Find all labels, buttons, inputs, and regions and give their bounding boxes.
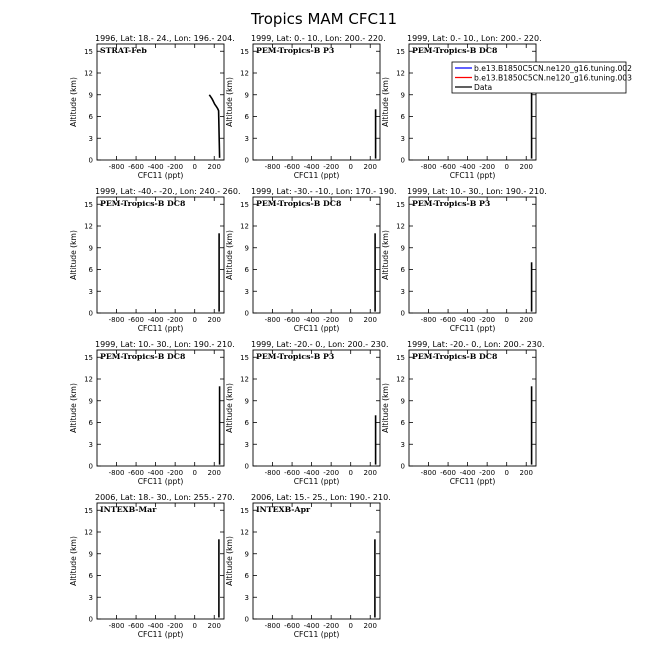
x-tick-label: 200: [363, 163, 377, 171]
x-axis-label: CFC11 (ppt): [137, 171, 184, 180]
y-tick-label: 6: [244, 419, 249, 427]
y-tick-label: 12: [396, 69, 405, 78]
y-tick-label: 3: [244, 134, 249, 143]
y-tick-label: 15: [84, 353, 93, 362]
plot-frame: [97, 503, 224, 619]
y-tick-label: 15: [396, 47, 405, 56]
y-axis-label: Altitude (km): [69, 77, 78, 127]
y-tick-label: 6: [244, 572, 249, 580]
x-tick-label: 200: [207, 316, 221, 324]
y-tick-label: 0: [400, 462, 405, 471]
y-tick-label: 3: [400, 440, 405, 449]
panel-1: [69, 34, 235, 180]
panel-label: INTEXB-Apr: [256, 505, 311, 514]
panel-header: 1999, Lat: -20.- 0., Lon: 200.- 230.: [251, 340, 389, 349]
y-tick-label: 0: [400, 309, 405, 318]
y-tick-label: 12: [240, 222, 249, 231]
x-tick-label: -600: [128, 316, 145, 324]
y-tick-label: 3: [244, 440, 249, 449]
y-tick-label: 9: [400, 244, 405, 253]
y-tick-label: 3: [400, 134, 405, 143]
plot-frame: [253, 350, 380, 466]
plot-frame: [253, 197, 380, 313]
y-tick-label: 3: [244, 593, 249, 602]
x-tick-label: -200: [479, 469, 496, 477]
x-tick-label: 200: [207, 622, 221, 630]
x-tick-label: -600: [128, 622, 145, 630]
y-tick-label: 9: [244, 550, 249, 559]
x-axis-label: CFC11 (ppt): [449, 171, 496, 180]
x-tick-label: -200: [167, 622, 184, 630]
y-tick-label: 0: [244, 615, 249, 624]
x-axis-label: CFC11 (ppt): [293, 324, 340, 333]
x-tick-label: 0: [348, 469, 353, 477]
x-tick-label: 0: [348, 163, 353, 171]
x-tick-label: -200: [479, 316, 496, 324]
y-axis-label: Altitude (km): [69, 536, 78, 586]
panel-label: PEM-Tropics-B DC8: [100, 352, 186, 361]
x-tick-label: -200: [323, 163, 340, 171]
x-tick-label: -800: [108, 316, 125, 324]
y-tick-label: 12: [240, 375, 249, 384]
x-tick-label: -400: [147, 469, 164, 477]
x-tick-label: -600: [284, 469, 301, 477]
panel-5: [225, 187, 397, 333]
panels-group: [69, 34, 547, 639]
panel-label: INTEXB-Mar: [100, 505, 157, 514]
x-tick-label: -800: [108, 163, 125, 171]
panel-label: PEM-Tropics-B DC8: [412, 352, 498, 361]
x-tick-label: -800: [420, 469, 437, 477]
x-tick-label: -800: [108, 469, 125, 477]
panel-header: 1999, Lat: -30.- -10., Lon: 170.- 190.: [251, 187, 397, 196]
y-tick-label: 12: [84, 69, 93, 78]
y-tick-label: 12: [396, 222, 405, 231]
panel-7: [69, 340, 235, 486]
y-tick-label: 15: [396, 200, 405, 209]
legend-label-1: b.e13.B1850C5CN.ne120_g16.tuning.002: [474, 64, 632, 73]
x-tick-label: -400: [303, 316, 320, 324]
x-axis-label: CFC11 (ppt): [293, 171, 340, 180]
y-tick-label: 0: [244, 309, 249, 318]
x-tick-label: 0: [192, 622, 197, 630]
x-tick-label: -200: [479, 163, 496, 171]
y-tick-label: 6: [400, 419, 405, 427]
y-tick-label: 3: [88, 287, 93, 296]
y-tick-label: 15: [240, 353, 249, 362]
x-tick-label: -400: [459, 163, 476, 171]
y-tick-label: 12: [396, 375, 405, 384]
panel-header: 1999, Lat: -20.- 0., Lon: 200.- 230.: [407, 340, 545, 349]
y-tick-label: 9: [244, 91, 249, 100]
panel-3: [381, 34, 542, 180]
panel-label: PEM-Tropics-B P3: [412, 199, 491, 208]
x-axis-label: CFC11 (ppt): [449, 324, 496, 333]
x-tick-label: 200: [519, 163, 533, 171]
x-axis-label: CFC11 (ppt): [137, 630, 184, 639]
y-tick-label: 12: [84, 375, 93, 384]
x-tick-label: -400: [459, 469, 476, 477]
y-axis-label: Altitude (km): [225, 230, 234, 280]
x-tick-label: 0: [348, 316, 353, 324]
panel-10: [69, 493, 235, 639]
plot-frame: [409, 44, 536, 160]
y-tick-label: 9: [244, 244, 249, 253]
y-tick-label: 6: [88, 572, 93, 580]
x-tick-label: -400: [303, 469, 320, 477]
y-axis-label: Altitude (km): [225, 536, 234, 586]
y-tick-label: 12: [240, 528, 249, 537]
legend-label-3: Data: [474, 83, 493, 92]
x-tick-label: -800: [420, 163, 437, 171]
x-tick-label: 0: [504, 469, 509, 477]
panel-11: [225, 493, 391, 639]
x-tick-label: 200: [363, 469, 377, 477]
panel-header: 1999, Lat: 10.- 30., Lon: 190.- 210.: [407, 187, 547, 196]
x-tick-label: -600: [284, 163, 301, 171]
panel-label: PEM-Tropics-B P3: [256, 352, 335, 361]
y-tick-label: 3: [88, 134, 93, 143]
x-tick-label: -400: [147, 622, 164, 630]
y-axis-label: Altitude (km): [381, 383, 390, 433]
y-axis-label: Altitude (km): [69, 383, 78, 433]
x-tick-label: -400: [147, 316, 164, 324]
y-tick-label: 9: [88, 397, 93, 406]
x-tick-label: 0: [504, 316, 509, 324]
y-tick-label: 6: [400, 266, 405, 274]
x-tick-label: -600: [128, 163, 145, 171]
y-tick-label: 3: [400, 287, 405, 296]
y-tick-label: 6: [244, 266, 249, 274]
y-tick-label: 15: [84, 47, 93, 56]
panel-label: PEM-Tropics-B P3: [256, 46, 335, 55]
plot-frame: [253, 503, 380, 619]
y-tick-label: 12: [240, 69, 249, 78]
x-tick-label: 0: [348, 622, 353, 630]
plot-frame: [97, 350, 224, 466]
x-tick-label: 200: [363, 622, 377, 630]
x-axis-label: CFC11 (ppt): [293, 477, 340, 486]
x-tick-label: -800: [108, 622, 125, 630]
y-tick-label: 9: [88, 244, 93, 253]
panel-6: [381, 187, 547, 333]
x-tick-label: -800: [264, 163, 281, 171]
panel-header: 1999, Lat: 0.- 10., Lon: 200.- 220.: [251, 34, 386, 43]
x-tick-label: 0: [192, 469, 197, 477]
y-tick-label: 15: [84, 506, 93, 515]
x-tick-label: 0: [192, 163, 197, 171]
y-tick-label: 15: [240, 47, 249, 56]
y-tick-label: 6: [244, 113, 249, 121]
x-tick-label: -600: [440, 163, 457, 171]
panel-label: STRAT-Feb: [100, 46, 147, 55]
x-tick-label: -200: [323, 622, 340, 630]
x-tick-label: -400: [303, 622, 320, 630]
panel-header: 1999, Lat: -40.- -20., Lon: 240.- 260.: [95, 187, 241, 196]
y-axis-label: Altitude (km): [381, 230, 390, 280]
x-tick-label: -400: [303, 163, 320, 171]
y-tick-label: 6: [88, 419, 93, 427]
x-tick-label: -600: [440, 469, 457, 477]
y-tick-label: 9: [88, 91, 93, 100]
series-line-data: [209, 95, 219, 158]
y-axis-label: Altitude (km): [381, 77, 390, 127]
panel-4: [69, 187, 241, 333]
figure-title: Tropics MAM CFC11: [250, 10, 398, 28]
plot-frame: [253, 44, 380, 160]
y-tick-label: 0: [400, 156, 405, 165]
x-tick-label: 0: [504, 163, 509, 171]
y-tick-label: 0: [88, 156, 93, 165]
panel-header: 1999, Lat: 10.- 30., Lon: 190.- 210.: [95, 340, 235, 349]
y-tick-label: 0: [88, 309, 93, 318]
x-tick-label: 0: [192, 316, 197, 324]
y-axis-label: Altitude (km): [69, 230, 78, 280]
y-tick-label: 9: [88, 550, 93, 559]
panel-header: 2006, Lat: 18.- 30., Lon: 255.- 270.: [95, 493, 235, 502]
y-tick-label: 3: [88, 593, 93, 602]
x-tick-label: -200: [323, 469, 340, 477]
y-tick-label: 0: [88, 462, 93, 471]
panel-8: [225, 340, 389, 486]
x-tick-label: -600: [284, 316, 301, 324]
y-tick-label: 6: [88, 113, 93, 121]
plot-frame: [409, 197, 536, 313]
x-tick-label: 200: [207, 163, 221, 171]
y-tick-label: 6: [400, 113, 405, 121]
y-tick-label: 15: [240, 506, 249, 515]
panel-label: PEM-Tropics-B DC8: [256, 199, 342, 208]
y-tick-label: 9: [244, 397, 249, 406]
x-tick-label: 200: [207, 469, 221, 477]
x-tick-label: 200: [363, 316, 377, 324]
panel-2: [225, 34, 386, 180]
legend-label-2: b.e13.B1850C5CN.ne120_g16.tuning.003: [474, 73, 632, 83]
x-tick-label: -600: [128, 469, 145, 477]
x-tick-label: 200: [519, 469, 533, 477]
x-axis-label: CFC11 (ppt): [137, 477, 184, 486]
plot-frame: [409, 350, 536, 466]
y-tick-label: 0: [88, 615, 93, 624]
panel-header: 1996, Lat: 18.- 24., Lon: 196.- 204.: [95, 34, 235, 43]
y-axis-label: Altitude (km): [225, 77, 234, 127]
panel-header: 1999, Lat: 0.- 10., Lon: 200.- 220.: [407, 34, 542, 43]
x-axis-label: CFC11 (ppt): [293, 630, 340, 639]
y-tick-label: 12: [84, 222, 93, 231]
x-tick-label: 200: [519, 316, 533, 324]
x-tick-label: -400: [459, 316, 476, 324]
y-tick-label: 15: [396, 353, 405, 362]
x-tick-label: -800: [264, 622, 281, 630]
y-tick-label: 3: [244, 287, 249, 296]
x-tick-label: -800: [420, 316, 437, 324]
x-tick-label: -200: [167, 469, 184, 477]
x-tick-label: -400: [147, 163, 164, 171]
y-tick-label: 15: [240, 200, 249, 209]
y-tick-label: 0: [244, 462, 249, 471]
y-tick-label: 6: [88, 266, 93, 274]
y-tick-label: 15: [84, 200, 93, 209]
y-tick-label: 3: [88, 440, 93, 449]
y-tick-label: 0: [244, 156, 249, 165]
panel-label: PEM-Tropics-B DC8: [100, 199, 186, 208]
panel-header: 2006, Lat: 15.- 25., Lon: 190.- 210.: [251, 493, 391, 502]
y-tick-label: 9: [400, 397, 405, 406]
plot-frame: [97, 44, 224, 160]
x-tick-label: -200: [167, 316, 184, 324]
x-tick-label: -800: [264, 469, 281, 477]
x-tick-label: -200: [323, 316, 340, 324]
x-axis-label: CFC11 (ppt): [449, 477, 496, 486]
x-tick-label: -200: [167, 163, 184, 171]
panel-label: PEM-Tropics-B DC8: [412, 46, 498, 55]
x-tick-label: -800: [264, 316, 281, 324]
y-tick-label: 9: [400, 91, 405, 100]
plot-frame: [97, 197, 224, 313]
legend: [452, 62, 632, 93]
x-axis-label: CFC11 (ppt): [137, 324, 184, 333]
panel-9: [381, 340, 545, 486]
y-axis-label: Altitude (km): [225, 383, 234, 433]
y-tick-label: 12: [84, 528, 93, 537]
x-tick-label: -600: [284, 622, 301, 630]
x-tick-label: -600: [440, 316, 457, 324]
